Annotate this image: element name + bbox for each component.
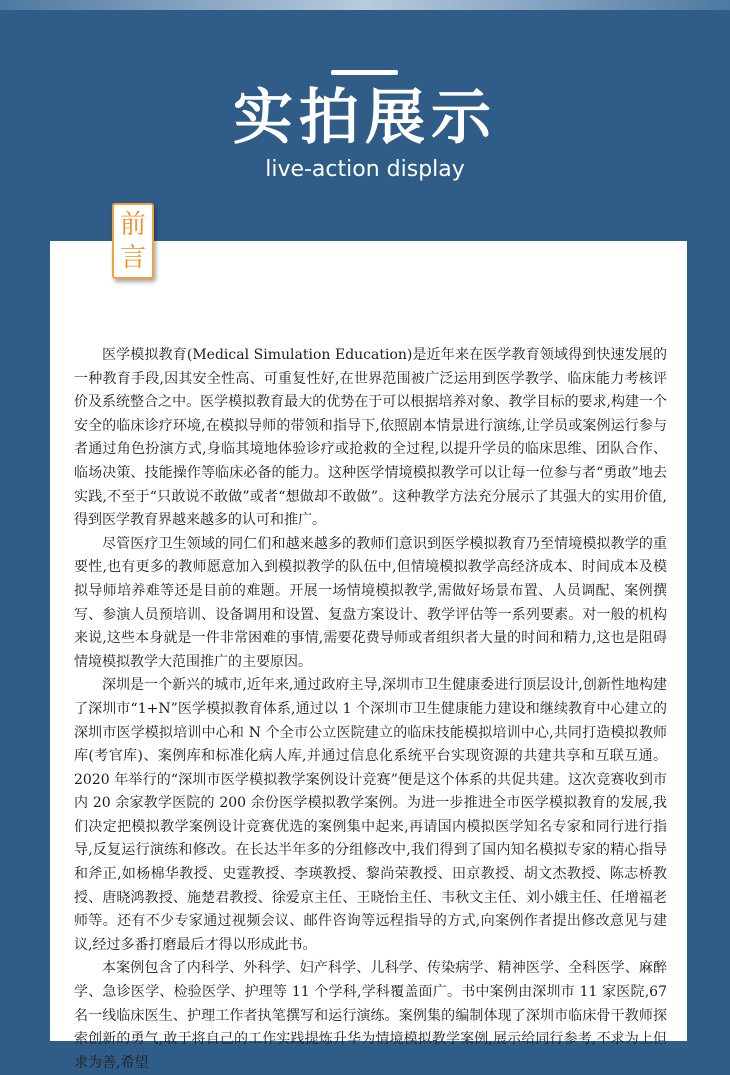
page-subtitle: live-action display	[265, 157, 465, 182]
preface-tab-char-2: 言	[119, 243, 146, 273]
preface-tab	[112, 203, 154, 279]
preface-tab-char-1: 前	[119, 210, 146, 240]
page-title: 实拍展示	[233, 83, 497, 153]
preface-content	[74, 344, 667, 1075]
paragraph-4: 本案例包含了内科学、外科学、妇产科学、儿科学、传染病学、精神医学、全科医学、麻醉学、急诊医学、检验医学、护理等 11 个学科,学科覆盖面广。书中案例由深圳市 11 家医院,67 名一线临床医生、护理工作者执笔撰写和运行演练。案例集的编制体现了深圳市临床骨干教师探索创新的勇气,敢于将自己的工作实践提炼升华为情境模拟教学案例,展示给同行参考,不求为上但求为善,希望	[74, 960, 667, 1071]
top-decorative-strip	[0, 0, 730, 10]
paragraph-2: 尽管医疗卫生领域的同仁们和越来越多的教师们意识到医学模拟教育乃至情境模拟教学的重要性,也有更多的教师愿意加入到模拟教学的队伍中,但情境模拟教学高经济成本、时间成本及模拟导师培养难等还是目前的难题。开展一场情境模拟教学,需做好场景布置、人员调配、案例撰写、参演人员预培训、设备调用和设置、复盘方案设计、教学评估等一系列要素。对一般的机构来说,这些本身就是一件非常困难的事情,需要花费导师或者组织者大量的时间和精力,这也是阻碍情境模拟教学大范围推广的主要原因。	[74, 535, 667, 670]
paragraph-1: 医学模拟教育(Medical Simulation Education)是近年来在医学教育领域得到快速发展的一种教育手段,因其安全性高、可重复性好,在世界范围被广泛运用到医学教学、临床能力考核评价及系统整合之中。医学模拟教育最大的优势在于可以根据培养对象、教学目标的要求,构建一个安全的临床诊疗环境,在模拟导师的带领和指导下,依照剧本情景进行演练,让学员或案例运行参与者通过角色扮演方式,身临其境地体验诊疗或抢救的全过程,以提升学员的临床思维、团队合作、临场决策、技能操作等临床必备的能力。这种医学情境模拟教学可以让每一位参与者“勇敢”地去实践,不至于“只敢说不敢做”或者“想做却不敢做”。这种教学方法充分展示了其强大的实用价值,得到医学教育界越来越多的认可和推广。	[74, 347, 667, 529]
title-accent-bar	[331, 70, 398, 75]
paragraph-3: 深圳是一个新兴的城市,近年来,通过政府主导,深圳市卫生健康委进行顶层设计,创新性地构建了深圳市“1+N”医学模拟教育体系,通过以 1 个深圳市卫生健康能力建设和继续教育中心建立的深圳市医学模拟培训中心和 N 个全市公立医院建立的临床技能模拟培训中心,共同打造模拟教师库(考官库)、案例库和标准化病人库,并通过信息化系统平台实现资源的共建共享和互联互通。2020 年举行的“深圳市医学模拟教学案例设计竞赛”便是这个体系的共促共建。这次竞赛收到市内 20 余家教学医院的 200 余份医学模拟教学案例。为进一步推进全市医学模拟教育的发展,我们决定把模拟教学案例设计竞赛优选的案例集中起来,再请国内模拟医学知名专家和同行进行指导,反复运行演练和修改。在长达半年多的分组修改中,我们得到了国内知名模拟专家的精心指导和斧正,如杨棉华教授、史霆教授、李瑛教授、黎尚荣教授、田京教授、胡文杰教授、陈志桥教授、唐晓鸿教授、施楚君教授、徐爱京主任、王晓怡主任、韦秋文主任、刘小娥主任、任增福老师等。还有不少专家通过视频会议、邮件咨询等远程指导的方式,向案例作者提出修改意见与建议,经过多番打磨最后才得以形成此书。	[74, 677, 667, 953]
